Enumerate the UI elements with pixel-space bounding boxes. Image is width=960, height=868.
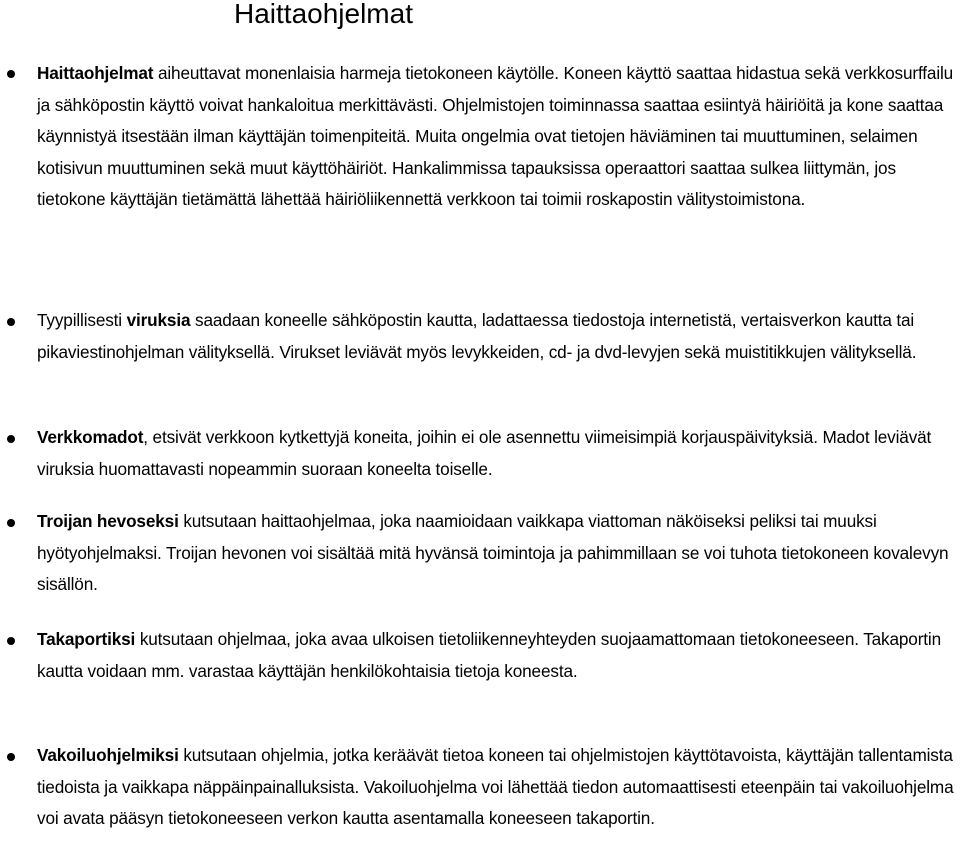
bullet-paragraph: [37, 624, 957, 687]
bullet-prefix: Tyypillisesti: [37, 310, 127, 330]
bullet-dot-icon: [7, 753, 15, 761]
bullet-term: Takaportiksi: [37, 629, 136, 649]
bullet-text: kutsutaan ohjelmaa, joka avaa ulkoisen tietoliikenneyhteyden suojaamattomaan tietokoneeseen. Takaportin kautta voidaan mm. varastaa käyttäjän henkilökohtaisia tietoja koneesta.: [37, 629, 941, 681]
bullet-text: saadaan koneelle sähköpostin kautta, ladattaessa tiedostoja internetistä, vertaisverkon kautta tai pikaviestinohjelman välityksellä. Virukset leviävät myös levykkeiden, cd- ja dvd-levyjen sekä muistitikkujen välityksellä.: [37, 310, 917, 362]
document-title: Haittaohjelmat: [234, 0, 413, 29]
bullet-paragraph: [37, 422, 957, 485]
bullet-term: Troijan hevoseksi: [37, 511, 179, 531]
bullet-text: kutsutaan ohjelmia, jotka keräävät tietoa koneen tai ohjelmistojen käyttötavoista, käyttäjän tallentamista tiedoista ja vaikkapa näppäinpainalluksista. Vakoiluohjelma voi lähettää tiedon automaattisesti eteenpäin tai vakoiluohjelma voi avata pääsyn tietokoneeseen verkon kautta asentamalla koneeseen takaportin.: [37, 745, 954, 828]
bullet-text: kutsutaan haittaohjelmaa, joka naamioidaan vaikkapa viattoman näköiseksi peliksi tai muuksi hyötyohjelmaksi. Troijan hevonen voi sisältää mitä hyvänsä toimintoja ja pahimmillaan se voi tuhota tietokoneen kovalevyn sisällön.: [37, 511, 949, 594]
bullet-paragraph: [37, 740, 957, 835]
bullet-paragraph: [37, 305, 957, 368]
bullet-dot-icon: [7, 519, 15, 527]
bullet-paragraph: [37, 58, 957, 216]
bullet-term: Verkkomadot: [37, 427, 144, 447]
bullet-dot-icon: [7, 70, 15, 78]
bullet-text: aiheuttavat monenlaisia harmeja tietokoneen käytölle. Koneen käyttö saattaa hidastua sekä verkkosurffailu ja sähköpostin käyttö voivat hankaloitua merkittävästi. Ohjelmistojen toiminnassa saattaa esiintyä häiriöitä ja kone saattaa käynnistyä itsestään ilman käyttäjän toimenpiteitä. Muita ongelmia ovat tietojen häviäminen tai muuttuminen, selaimen kotisivun muuttuminen sekä muut käyttöhäiriöt. Hankalimmissa tapauksissa operaattori saattaa sulkea liittymän, jos tietokone käyttäjän tietämättä lähettää häiriöliikennettä verkkoon tai toimii roskapostin välitystoimistona.: [37, 63, 954, 209]
bullet-dot-icon: [7, 435, 15, 443]
bullet-term: viruksia: [126, 310, 191, 330]
bullet-term: Haittaohjelmat: [37, 63, 154, 83]
bullet-term: Vakoiluohjelmiksi: [37, 745, 179, 765]
bullet-paragraph: [37, 506, 957, 601]
bullet-dot-icon: [7, 637, 15, 645]
bullet-text: , etsivät verkkoon kytkettyjä koneita, joihin ei ole asennettu viimeisimpiä korjauspäivityksiä. Madot leviävät viruksia huomattavasti nopeammin suoraan koneelta toiselle.: [37, 427, 932, 479]
bullet-dot-icon: [7, 318, 15, 326]
